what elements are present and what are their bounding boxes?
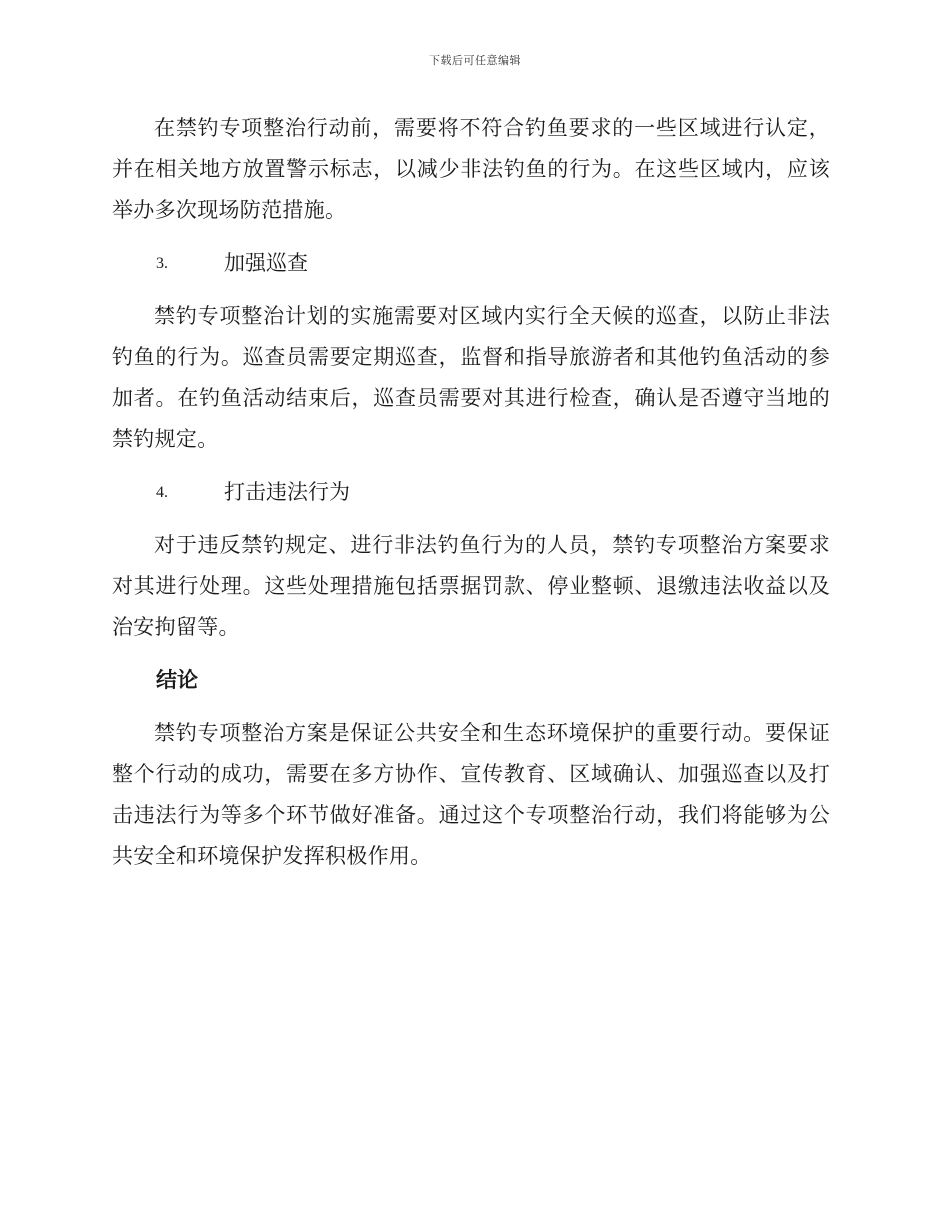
paragraph-conclusion: 禁钓专项整治方案是保证公共安全和生态环境保护的重要行动。要保证整个行动的成功，需要在多方协作、宣传教育、区域确认、加强巡查以及打击违法行为等多个环节做好准备。通过这个专项整治行动，我们将能够为公共安全和环境保护发挥积极作用。 [112,721,830,868]
document-body [112,108,830,889]
list-title: 打击违法行为 [224,480,350,504]
list-number: 4. [156,484,168,501]
list-title: 加强巡查 [224,251,308,275]
conclusion-heading: 结论 [156,668,198,692]
list-item-heading-3 [112,243,830,284]
list-item-heading-4 [112,472,830,513]
paragraph-patrol: 禁钓专项整治计划的实施需要对区域内实行全天候的巡查，以防止非法钓鱼的行为。巡查员需要定期巡查，监督和指导旅游者和其他钓鱼活动的参加者。在钓鱼活动结束后，巡查员需要对其进行检查，确认是否遵守当地的禁钓规定。 [112,304,830,451]
header-note: 下载后可任意编辑 [429,54,521,67]
paragraph-enforcement: 对于违反禁钓规定、进行非法钓鱼行为的人员，禁钓专项整治方案要求对其进行处理。这些处理措施包括票据罚款、停业整顿、退缴违法收益以及治安拘留等。 [112,533,830,639]
paragraph-intro: 在禁钓专项整治行动前，需要将不符合钓鱼要求的一些区域进行认定，并在相关地方放置警示标志，以减少非法钓鱼的行为。在这些区域内，应该举办多次现场防范措施。 [112,116,830,222]
list-number: 3. [156,255,168,272]
